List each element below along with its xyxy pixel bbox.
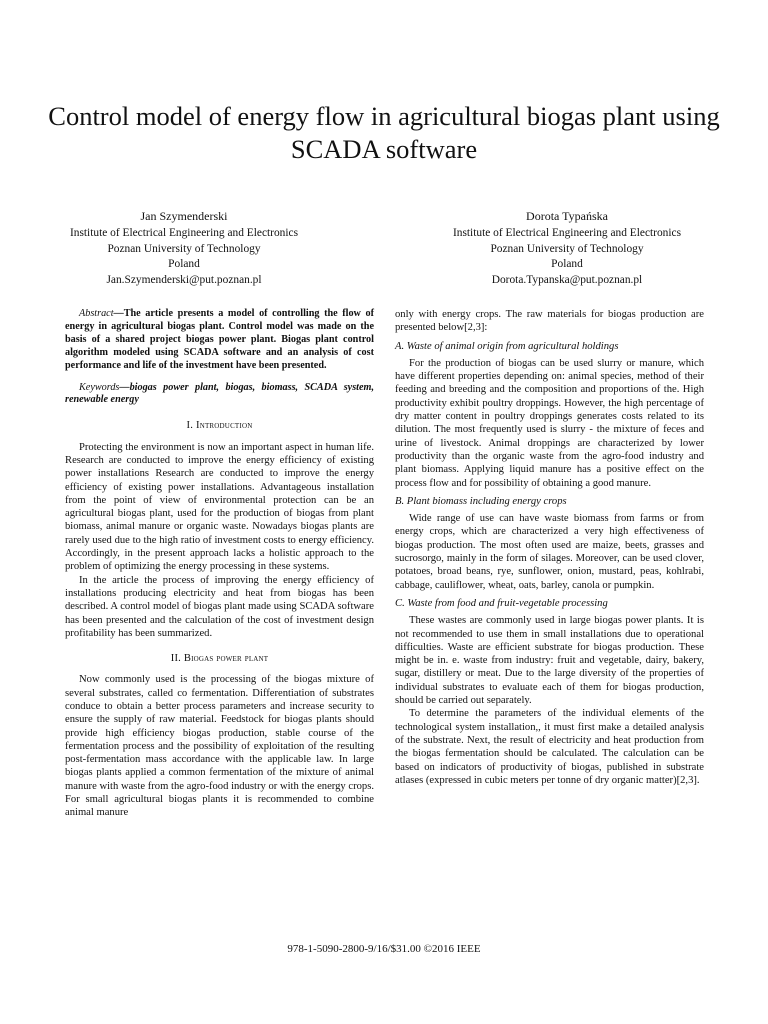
author-country: Poland [168,258,200,271]
abstract-text: The article presents a model of controlling the flow of energy in agricultural biogas plant. Control model was made on the basis of a shared project biogas power plant. Biogas plant control algorithm modeled using SCADA software and an analysis of cost performance and life of the investment have been presented. [65,308,374,371]
author-email: Dorota.Typanska@put.poznan.pl [491,273,643,286]
subsection-heading-b: B. Plant biomass including energy crops [395,495,567,507]
author-affiliation: Institute of Electrical Engineering and Electronics [452,227,682,240]
paragraph: These wastes are commonly used in large biogas power plants. It is not recommended to use them in small installations due to operational difficulties. Waste are efficient substrate for biogas production. These might be in. e. waste from industry: fruit and vegetable, dairy, bakery, sugar, distillery or meat. Due to the large diversity of the properties of individual substrates to evaluate each of them for biogas production, should be carried out separately. [395,615,704,707]
abstract-dash: — [113,308,124,319]
author-email: Jan.Szymenderski@put.poznan.pl [106,273,262,286]
copyright-footer: 978-1-5090-2800-9/16/$31.00 ©2016 IEEE [287,943,481,955]
paragraph: Wide range of use can have waste biomass from farms or from energy crops, which are characterized a very high effectiveness of biogas production. The most often used are maize, beets, grasses and sucrosorgo, mainly in the form of silages. Moreover, can be used clover, potatoes, broad beans, rye, sunflower, onion, mustard, peas, kohlrabi, cabbage, cauliflower, wheat, oats, barley, canola or pumpkin. [395,513,704,591]
paragraph: Protecting the environment is now an important aspect in human life. Research are conducted to improve the energy efficiency of existing power installations Research are conducted to improve the energy efficiency of existing power installations. Advantageous installation from the point of view of environmental protection can be an agricultural biogas plant, used for the production of biogas from plant biomass, animal manure or organic waste. Nowadays biogas plants are rarely used due to the high ratio of investment costs to energy efficiency. Accordingly, in the present approach lacks a holistic approach to the problem of optimizing the energy processing in these systems. [65,441,374,573]
paragraph: Now commonly used is the processing of the biogas mixture of several substrates, called co fermentation. Differentiation of substrates conduce to obtain a better process parameters and increase security to ensure the supply of raw material. Feedstock for biogas plants should provide high efficiency biogas production, stable course of the fermentation process and the possibility of exploitation of the resulting post-fermentation mass accordance with the applicable law. In large biogas plants applied a common fermentation of the mixture of animal manure with waste from the agro-food industry or with the energy crops. For small agricultural biogas plants it is recommended to combine animal manure [65,674,374,819]
keywords [65,382,374,408]
left-column [65,308,374,820]
right-column [395,308,704,787]
section-heading-biogas-power-plant: II. Biogas power plant [170,653,269,665]
author-university: Poznan University of Technology [490,242,644,255]
subsection-heading-a: A. Waste of animal origin from agricultural holdings [395,340,619,352]
paragraph: In the article the process of improving the energy efficiency of installations producing electricity and heat from biogas has been described. A control model of biogas plant made using SCADA software has been presented and the calculation of the cost of investment design profitability has been summarized. [65,574,374,639]
paragraph-continued: only with energy crops. The raw materials for biogas production are presented below[2,3]: [395,309,704,334]
keywords-label: Keywords [79,381,120,393]
author-country: Poland [551,258,583,271]
author-name: Dorota Typańska [526,209,608,223]
author-name: Jan Szymenderski [140,209,228,223]
paragraph: For the production of biogas can be used slurry or manure, which have different properties depending on: animal species, method of their feeding and breeding and the composition and proportions of the. High productivity exhibit poultry droppings. However, the high percentage of dry matter content in poultry droppings generates costs related to its dilution. The most frequently used is slurry - the mixture of feces and urine of livestock. Animal droppings are characterized by lower productivity than the organic waste from the agro-food industry and plant biomass. Applying liquid manure has a positive effect on the process flow and for possibility of obtaining a good manure. [395,357,704,489]
author-block-2 [417,209,717,288]
author-affiliation: Institute of Electrical Engineering and Electronics [69,227,299,240]
paragraph: To determine the parameters of the individual elements of the technological system installation,, it must first make a detailed analysis of the substrate. Next, the result of electricity and heat production from the biogas fermentation should be calculated. The calculation can be based on indicators of productivity of biogas, published in substrate atlases (expressed in cubic meters per tonne of dry organic matter)[2,3]. [395,708,704,786]
subsection-heading-c: C. Waste from food and fruit-vegetable processing [395,597,608,609]
keywords-text: biogas power plant, biogas, biomass, SCADA system, renewable energy [65,381,374,406]
keywords-dash: — [119,381,130,393]
paper-title: Control model of energy flow in agricultural biogas plant using SCADA software [48,101,720,164]
section-heading-introduction: I. Introduction [186,420,253,432]
author-university: Poznan University of Technology [107,242,261,255]
author-block-1 [34,209,334,288]
abstract [65,308,374,373]
abstract-label: Abstract [79,308,114,319]
